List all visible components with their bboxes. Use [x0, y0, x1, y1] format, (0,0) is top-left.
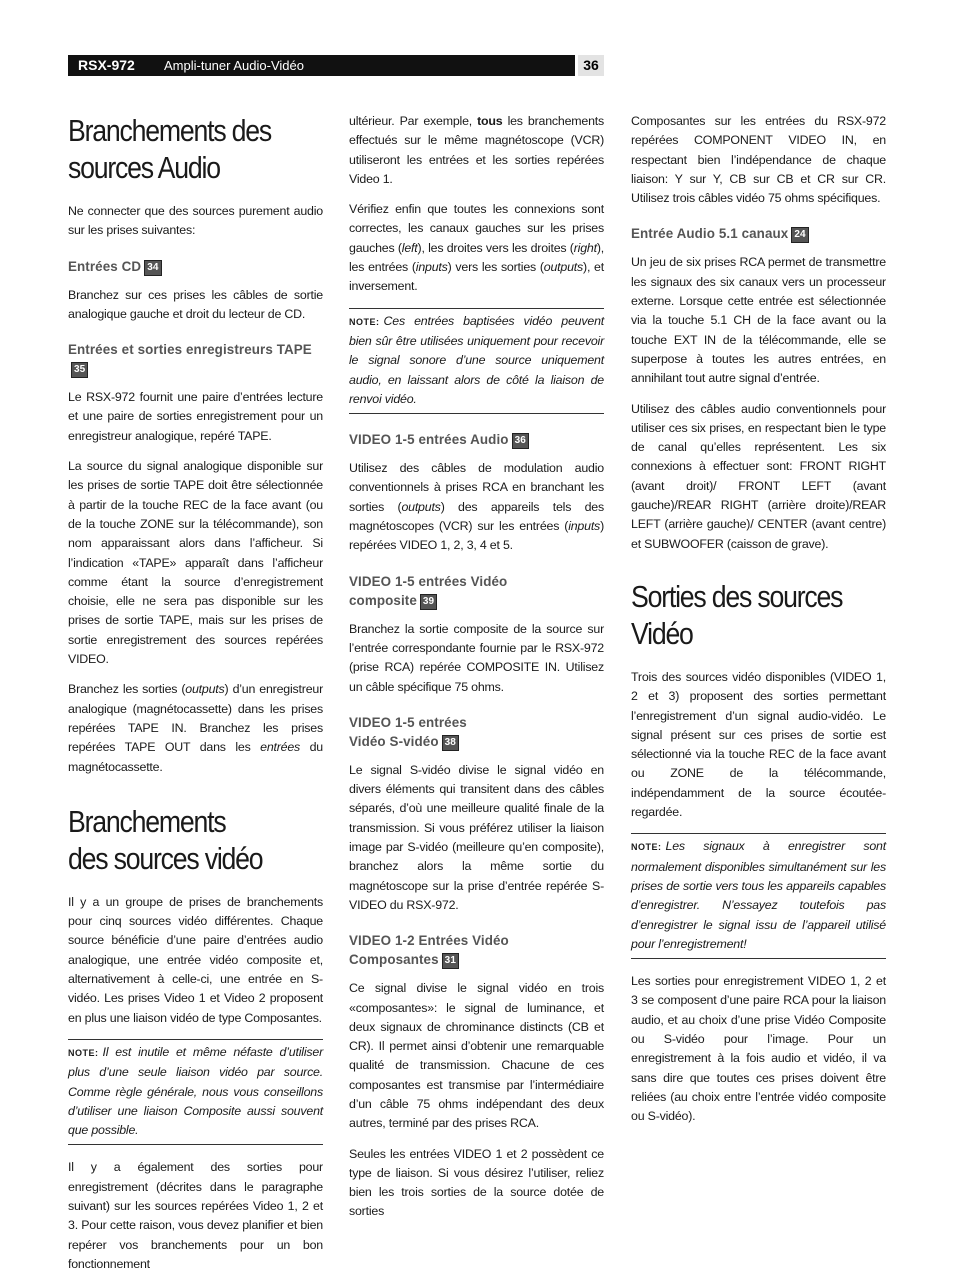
- column-left: [68, 112, 323, 1285]
- paragraph-video-2: Il y a également des sorties pour enregistrement (décrites dans le paragraphe suivant) sur les sources repérées Video 1, 2 et 3. Pour cette raison, vous devez planifier et bien repérer vos branchements pour un bon fonctionnement: [68, 1160, 323, 1271]
- column-middle: [349, 112, 604, 1233]
- paragraph-continued: ultérieur. Par exemple, tous les branchements effectués sur le même magnétoscope (VCR) utiliseront les entrées et les sorties repérées Video 1.: [349, 114, 605, 186]
- paragraph-video15-svideo: Le signal S-vidéo divise le signal vidéo en divers éléments qui transitent dans des câbles séparés, d’où une meilleure qualité finale de la transmission. Si vous préférez utiliser la liaison image par S-vidéo (meilleure qu’en composite), branchez alors la même sortie du magnétoscope sur la prise d’entrée repérée S-VIDEO du RSX-972.: [349, 762, 604, 912]
- subheading-video15-svideo: VIDEO 1-5 entrées Vidéo S-vidéo 38: [349, 714, 467, 749]
- paragraph-audio51-1: Un jeu de six prises RCA permet de transmettre les signaux des six canaux vers un processeur externe. Lorsque cette entrée est sélectionnée via la touche 5.1 CH de la face avant ou la touche EXT IN de la télécommande, elle se superpose à toutes les autres entrées, en annihilant tout autre signal d’entrée.: [631, 255, 886, 386]
- paragraph-tape-3: Branchez les sorties (outputs) d’un enregistreur analogique (magnétocassette) dans les prises repérées TAPE IN. Branchez les prises repérées TAPE OUT dans les entrées du magnétocassette.: [68, 682, 323, 774]
- subheading-video12-component: VIDEO 1-2 Entrées Vidéo Composantes 31: [349, 933, 509, 968]
- header-model: RSX-972: [78, 57, 135, 73]
- paragraph-audio-intro: Ne connecter que des sources purement audio sur les prises suivantes:: [68, 204, 323, 238]
- paragraph-seules: Seules les entrées VIDEO 1 et 2 possèdent ce type de liaison. Si vous désirez l’utiliser, reliez bien les trois sorties de la source dotée de sorties: [349, 1146, 604, 1219]
- note-label: NOTE:: [349, 316, 380, 327]
- header-subtitle: Ampli-tuner Audio-Vidéo: [164, 58, 304, 73]
- header-bar: [68, 55, 575, 76]
- subheading-tape: Entrées et sorties enregistreurs TAPE35: [68, 340, 323, 378]
- heading-audio-sources: Branchements des sources Audio: [68, 113, 272, 185]
- page-number: 36: [578, 55, 604, 76]
- paragraph-verify: Vérifiez enfin que toutes les connexions sont correctes, les canaux gauches sur les prises gauches (left), les droites vers les droites (right), les entrées (inputs) vers les sorties (outputs), et inversement.: [349, 202, 604, 294]
- badge-tape: 35: [71, 362, 88, 378]
- paragraph-audio51-2: Utilisez des câbles audio conventionnels pour utiliser ces six prises, en respectant bien le type de canal qu’elles représentent. Les six connexions à effectuer sont: FRONT RIGHT (avant droit)/ FRONT LEFT (avant gauche)/REAR RIGHT (arrière droite)/REAR LEFT (arrière gauche)/ CENTER (avant centre) et SUBWOOFER (caisson de grave).: [631, 401, 886, 551]
- heading-video-outputs: Sorties des sources Vidéo: [631, 578, 843, 651]
- subheading-cd-inputs: Entrées CD 34: [68, 257, 323, 276]
- badge-audio51: 24: [791, 227, 808, 243]
- note-label: NOTE:: [631, 842, 662, 853]
- paragraph-outputs-2: Les sorties pour enregistrement VIDEO 1, 2 et 3 se composent d’une paire RCA pour la liaison audio, et au choix d’une prise Vidéo Composite ou S-vidéo pour l’image. Pour un enregistrement à la fois audio et vidéo, il va sans dire que toutes ces prises doivent être reliées (au choix entre l’entrée vidéo composite ou S-vidéo).: [631, 974, 886, 1124]
- heading-video-sources: Branchements des sources vidéo: [68, 803, 263, 876]
- paragraph-video15-audio: Utilisez des câbles de modulation audio conventionnels à prises RCA en branchant les sorties (outputs) des appareils tels des magnétoscopes (VCR) sur les entrées (inputs) repérées VIDEO 1, 2, 3, 4 et 5.: [349, 461, 604, 553]
- paragraph-cd: Branchez sur ces prises les câbles de sortie analogique gauche et droit du lecteur de CD.: [68, 287, 323, 321]
- note-box-1: NOTE: Il est inutile et même néfaste d’utiliser plus d’une seule liaison vidéo par source. Comme règle générale, nous vous conseillons d’utiliser une liaison Composite aussi souvent que possible.: [68, 1039, 323, 1145]
- subheading-audio51: Entrée Audio 5.1 canaux 24: [631, 224, 886, 243]
- badge-cd: 34: [144, 260, 161, 276]
- subheading-video15-composite: VIDEO 1-5 entrées Vidéo composite 39: [349, 573, 508, 608]
- note-box-2: NOTE: Ces entrées baptisées vidéo peuvent bien sûr être utilisées uniquement pour recevoir le signal sonore d’une source uniquement audio, en laissant alors de côté la liaison de renvoi vidéo.: [349, 308, 604, 414]
- paragraph-video15-composite: Branchez la sortie composite de la source sur l’entrée correspondante fournie par le RSX-972 (prise RCA) repérée COMPOSITE IN. Utilisez un câble spécifique 75 ohms.: [349, 621, 604, 694]
- paragraph-component-continued: Composantes sur les entrées du RSX-972 repérées COMPONENT VIDEO IN, en respectant bien l’indépendance de chaque liaison: Y sur Y, CB sur CB et CR sur CR. Utilisez trois câbles vidéo 75 ohms spécifiques.: [631, 114, 886, 206]
- column-right: [631, 112, 886, 1137]
- paragraph-video-1: Il y a un groupe de prises de branchements pour cinq sources vidéo différentes. Chaque source bénéficie d’une paire d’entrées audio analogique, une entrée vidéo composite et, alternativement à celle-ci, une entrée en S-vidéo. Les prises Video 1 et Video 2 proposent en plus une liaison vidéo de type Composantes.: [68, 894, 323, 1025]
- paragraph-outputs-1: Trois des sources vidéo disponibles (VIDEO 1, 2 et 3) proposent des sorties permettant l’enregistrement d’un signal audio-vidéo. Le signal présent sur ces prises de sortie est sélectionné via la touche REC de la face avant ou ZONE de la télécommande, indépendamment de la source écoutée-regardée.: [631, 669, 886, 820]
- subheading-video15-audio: VIDEO 1-5 entrées Audio 36: [349, 430, 604, 449]
- badge-video15-composite: 39: [420, 594, 437, 610]
- note-label: NOTE:: [68, 1047, 99, 1058]
- badge-video15-svideo: 38: [442, 735, 459, 751]
- paragraph-video12-component: Ce signal divise le signal vidéo en trois «composantes»: le signal de luminance, et deux signaux de chrominance distincts (CB et CR). Il permet ainsi d’obtenir une remarquable qualité de transmission. Chacune de ces composantes est transmise par l’intermédiaire d’un câble 75 ohms indépendant des deux autres, terminé par des prises RCA.: [349, 981, 604, 1131]
- badge-video15-audio: 36: [512, 433, 529, 449]
- paragraph-tape-1: Le RSX-972 fournit une paire d’entrées lecture et une paire de sorties enregistrement pour un enregistreur analogique, repéré TAPE.: [68, 390, 323, 443]
- note-box-3: NOTE: Les signaux à enregistrer sont normalement disponibles simultanément sur les prises de sortie vers tous les appareils capables d’enregistrer. N’essayez toutefois pas d’enregistrer le signal issu de l’appareil utilisé pour l’enregistrement!: [631, 833, 886, 959]
- paragraph-tape-2: La source du signal analogique disponible sur les prises de sortie TAPE doit être sélectionnée à partir de la touche REC de la face avant (ou de la touche ZONE sur la télécommande), son nom apparaissant alors dans l’afficheur. Si l’indication «TAPE» apparaît dans l’afficheur comme étant la source d’enregistrement choisie, elle ne sera pas disponible sur les prises de sortie TAPE, mais sur les prises de sortie enregistrement des sources repérées VIDEO.: [68, 459, 323, 667]
- badge-video12-component: 31: [442, 953, 459, 969]
